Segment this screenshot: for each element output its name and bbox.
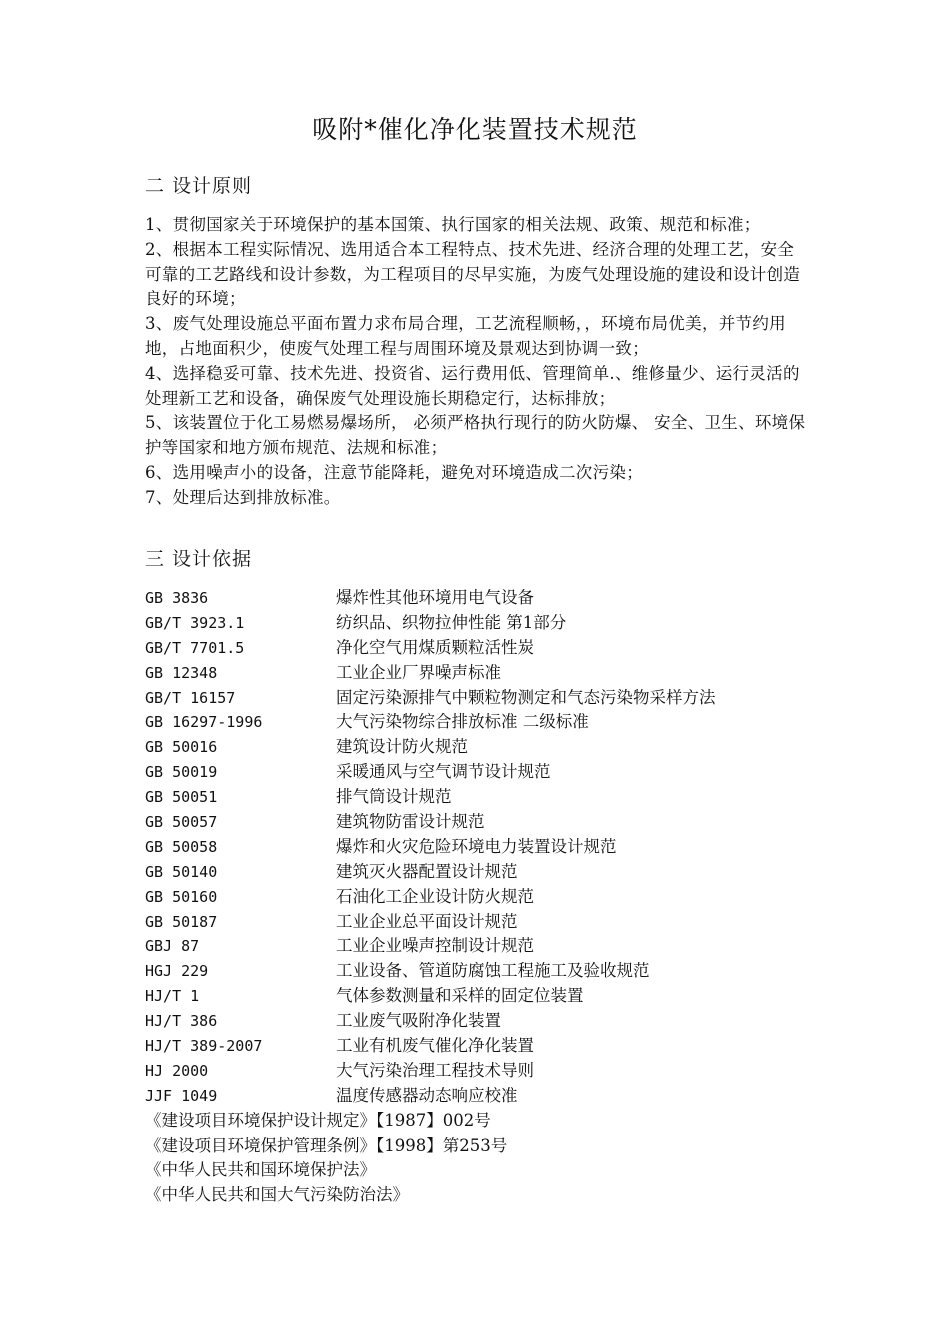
principle-item: 2、根据本工程实际情况、选用适合本工程特点、技术先进、经济合理的处理工艺，安全可靠的工艺路线和设计参数，为工程项目的尽早实施，为废气处理设施的建设和设计创造良好的环境； — [145, 239, 801, 309]
standard-code: GB/T 7701.5 — [145, 638, 245, 657]
standard-name: 大气污染物综合排放标准 二级标准 — [336, 712, 589, 732]
regulation-reference: 《建设项目环境保护设计规定》【1987】002号 — [145, 1110, 491, 1130]
standard-name: 爆炸和火灾危险环境电力装置设计规范 — [336, 836, 617, 856]
standard-name: 建筑灭火器配置设计规范 — [336, 861, 518, 881]
standard-code: GB 16297-1996 — [145, 713, 263, 732]
standard-name: 大气污染治理工程技术导则 — [336, 1060, 534, 1080]
standard-name: 工业有机废气催化净化装置 — [336, 1036, 534, 1056]
standard-row — [145, 636, 825, 661]
standard-name: 工业企业总平面设计规范 — [336, 911, 518, 931]
standard-code: GB 50016 — [145, 738, 218, 757]
standard-name: 净化空气用煤质颗粒活性炭 — [336, 637, 534, 657]
standard-row — [145, 1059, 825, 1084]
standard-row — [145, 735, 825, 760]
standard-row — [145, 611, 825, 636]
standard-row — [145, 810, 825, 835]
standard-name: 石油化工企业设计防火规范 — [336, 886, 534, 906]
standard-row — [145, 910, 825, 935]
standard-code: GBJ 87 — [145, 937, 200, 956]
standard-row — [145, 785, 825, 810]
principle-item: 7、处理后达到排放标准。 — [145, 487, 341, 507]
standard-name: 温度传感器动态响应校准 — [336, 1085, 518, 1105]
section-heading-design-basis: 三 设计依据 — [145, 548, 253, 570]
standard-code: GB 50051 — [145, 788, 218, 807]
document-title: 吸附*催化净化装置技术规范 — [312, 115, 638, 144]
principle-item: 1、贯彻国家关于环境保护的基本国策、执行国家的相关法规、政策、规范和标准； — [145, 215, 761, 234]
principle-item: 6、选用噪声小的设备，注意节能降耗，避免对环境造成二次污染； — [145, 462, 643, 482]
regulation-reference: 《中华人民共和国大气污染防治法》 — [145, 1185, 409, 1205]
standard-code: GB/T 16157 — [145, 688, 236, 707]
standard-row — [145, 710, 825, 735]
standard-code: HJ/T 389-2007 — [145, 1037, 263, 1056]
regulation-reference: 《中华人民共和国环境保护法》 — [145, 1160, 376, 1180]
standard-name: 气体参数测量和采样的固定位装置 — [336, 986, 584, 1006]
standard-code: GB 50187 — [145, 912, 218, 931]
standard-code: JJF 1049 — [145, 1086, 218, 1105]
standard-code: GB 50140 — [145, 862, 218, 881]
standard-name: 工业废气吸附净化装置 — [336, 1011, 501, 1031]
standard-code: GB 50019 — [145, 763, 218, 782]
standard-code: HJ 2000 — [145, 1061, 209, 1080]
standard-row — [145, 586, 825, 611]
standard-name: 工业设备、管道防腐蚀工程施工及验收规范 — [336, 961, 650, 981]
standard-row — [145, 959, 825, 984]
standard-code: HGJ 229 — [145, 962, 209, 981]
standard-row — [145, 885, 825, 910]
standard-row — [145, 934, 825, 959]
standard-name: 纺织品、织物拉伸性能 第1部分 — [336, 612, 567, 632]
standard-code: HJ/T 1 — [145, 987, 200, 1006]
standard-row — [145, 1034, 825, 1059]
standard-code: GB 12348 — [145, 663, 218, 682]
standard-name: 工业企业噪声控制设计规范 — [336, 936, 534, 956]
principle-item: 5、该装置位于化工易燃易爆场所， 必须严格执行现行的防火防爆、 安全、卫生、环境保护等国家和地方颁布规范、法规和标准； — [145, 413, 806, 458]
standard-row — [145, 1084, 825, 1109]
standard-row — [145, 860, 825, 885]
standard-name: 排气筒设计规范 — [336, 787, 452, 807]
standard-name: 采暖通风与空气调节设计规范 — [336, 762, 551, 782]
standard-row — [145, 984, 825, 1009]
standard-name: 建筑物防雷设计规范 — [336, 812, 485, 832]
standard-name: 爆炸性其他环境用电气设备 — [336, 588, 534, 607]
standard-row — [145, 1009, 825, 1034]
standard-row — [145, 760, 825, 785]
principle-item: 3、废气处理设施总平面布置力求布局合理，工艺流程顺畅，，环境布局优美，并节约用地，占地面积少，使废气处理工程与周围环境及景观达到协调一致； — [145, 314, 786, 358]
standard-code: HJ/T 386 — [145, 1012, 218, 1031]
principle-item: 4、选择稳妥可靠、技术先进、投资省、运行费用低、管理简单.、维修量少、运行灵活的处理新工艺和设备，确保废气处理设施长期稳定行，达标排放； — [145, 363, 800, 408]
section-heading-design-principles: 二 设计原则 — [145, 175, 253, 197]
standard-code: GB 3836 — [145, 589, 209, 607]
standard-code: GB/T 3923.1 — [145, 613, 245, 632]
standard-name: 建筑设计防火规范 — [336, 737, 468, 757]
regulation-reference: 《建设项目环境保护管理条例》【1998】第253号 — [145, 1135, 508, 1155]
standard-code: GB 50160 — [145, 887, 218, 906]
design-principles-list — [145, 213, 810, 511]
standard-code: GB 50057 — [145, 813, 218, 832]
standard-code: GB 50058 — [145, 837, 218, 856]
standard-name: 固定污染源排气中颗粒物测定和气态污染物采样方法 — [336, 687, 716, 707]
standard-name: 工业企业厂界噪声标准 — [336, 662, 501, 682]
standard-row — [145, 686, 825, 711]
standard-row — [145, 661, 825, 686]
standards-list — [145, 586, 825, 1208]
standard-row — [145, 835, 825, 860]
